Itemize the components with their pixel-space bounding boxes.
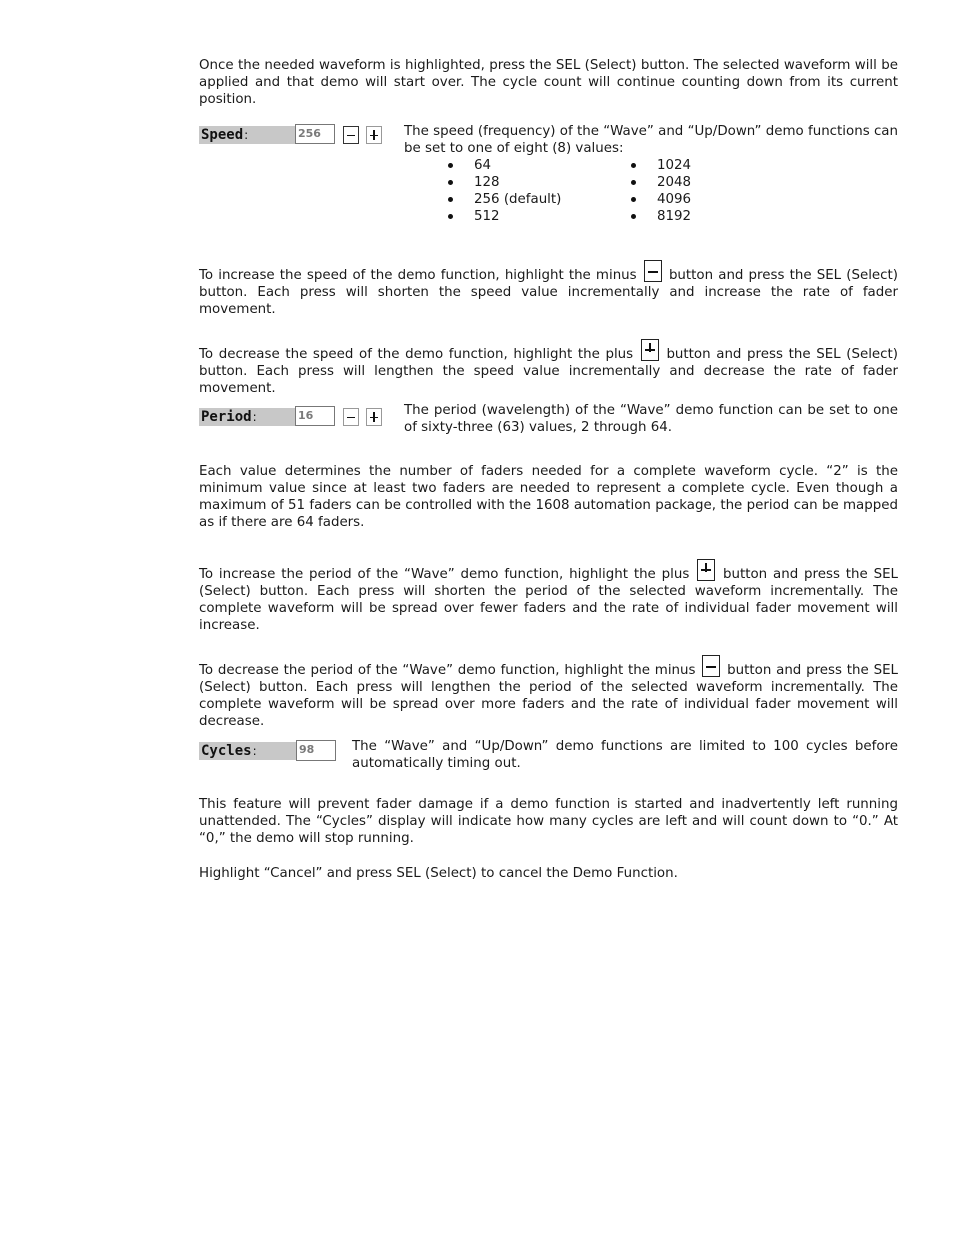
speed-increase-paragraph [199, 260, 898, 318]
minus-button-icon [644, 260, 662, 282]
list-item: 1024 [629, 157, 749, 174]
period-explain-paragraph: Each value determines the number of faders needed for a complete waveform cycle. “2” is the minimum value since at least two faders are needed to represent a complete cycle. Even though a maximum of 51 faders can be controlled with the 1608 automation package, the period can be mapped as if there are 64 faders. [199, 464, 898, 530]
speed-values-list-left [446, 157, 616, 225]
list-item: 128 [446, 174, 616, 191]
plus-button-icon [697, 559, 715, 581]
speed-value-field[interactable]: 256 [295, 124, 335, 144]
speed-plus-button[interactable] [366, 126, 382, 144]
speed-decrease-paragraph [199, 339, 898, 397]
speed-values-list-right [629, 157, 749, 225]
minus-button-icon [702, 655, 720, 677]
period-plus-button[interactable] [366, 408, 382, 426]
cycles-widget [199, 740, 339, 762]
period-label: Period: [199, 408, 295, 426]
list-item: 8192 [629, 208, 749, 225]
cancel-note: Highlight “Cancel” and press SEL (Select) to cancel the Demo Function. [199, 866, 678, 881]
cycles-description: The “Wave” and “Up/Down” demo functions are limited to 100 cycles before automatically timing out. [352, 739, 898, 771]
speed-minus-button[interactable] [343, 126, 359, 144]
cycles-label: Cycles: [199, 742, 296, 760]
speed-increase-text-after: button and press the SEL (Select) button. Each press will shorten the speed value incrementally and increase the rate of fader movement. [199, 268, 899, 317]
period-decrease-paragraph [199, 655, 898, 730]
intro-paragraph: Once the needed waveform is highlighted, press the SEL (Select) button. The selected waveform will be applied and that demo will start over. The cycle count will continue counting down from its current position. [199, 58, 898, 107]
period-decrease-text-before: To decrease the period of the “Wave” demo function, highlight the minus [199, 663, 696, 678]
speed-decrease-text-before: To decrease the speed of the demo function, highlight the plus [199, 347, 634, 362]
list-item: 64 [446, 157, 616, 174]
speed-widget [199, 124, 384, 146]
plus-button-icon [641, 339, 659, 361]
period-increase-text-before: To increase the period of the “Wave” demo function, highlight the plus [199, 567, 690, 582]
list-item: 2048 [629, 174, 749, 191]
cycles-explain-paragraph: This feature will prevent fader damage if a demo function is started and inadvertently left running unattended. The “Cycles” display will indicate how many cycles are left and will count down to “0.” At “0,” the demo will stop running. [199, 797, 898, 846]
speed-decrease-text-after: button and press the SEL (Select) button. Each press will lengthen the speed value incrementally and decrease the rate of fader movement. [199, 347, 899, 396]
period-description: The period (wavelength) of the “Wave” demo function can be set to one of sixty-three (63) values, 2 through 64. [404, 403, 898, 435]
list-item: 256 (default) [446, 191, 616, 208]
period-value-field[interactable]: 16 [295, 406, 335, 426]
list-item: 4096 [629, 191, 749, 208]
period-minus-button[interactable] [343, 408, 359, 426]
speed-increase-text-before: To increase the speed of the demo function, highlight the minus [199, 268, 637, 283]
period-decrease-text-after: button and press the SEL (Select) button. Each press will lengthen the period of the selected waveform incrementally. The complete waveform will be spread over more faders and the rate of individual fader movement will decrease. [199, 663, 899, 729]
list-item: 512 [446, 208, 616, 225]
period-widget [199, 406, 384, 428]
speed-label: Speed: [199, 126, 295, 144]
speed-description: The speed (frequency) of the “Wave” and “Up/Down” demo functions can be set to one of eight (8) values: [404, 124, 898, 156]
period-increase-paragraph [199, 559, 898, 634]
period-increase-text-after: button and press the SEL (Select) button. Each press will shorten the period of the selected waveform incrementally. The complete waveform will be spread over fewer faders and the rate of individual fader movement will increase. [199, 567, 898, 633]
cycles-value-field: 98 [296, 740, 336, 761]
